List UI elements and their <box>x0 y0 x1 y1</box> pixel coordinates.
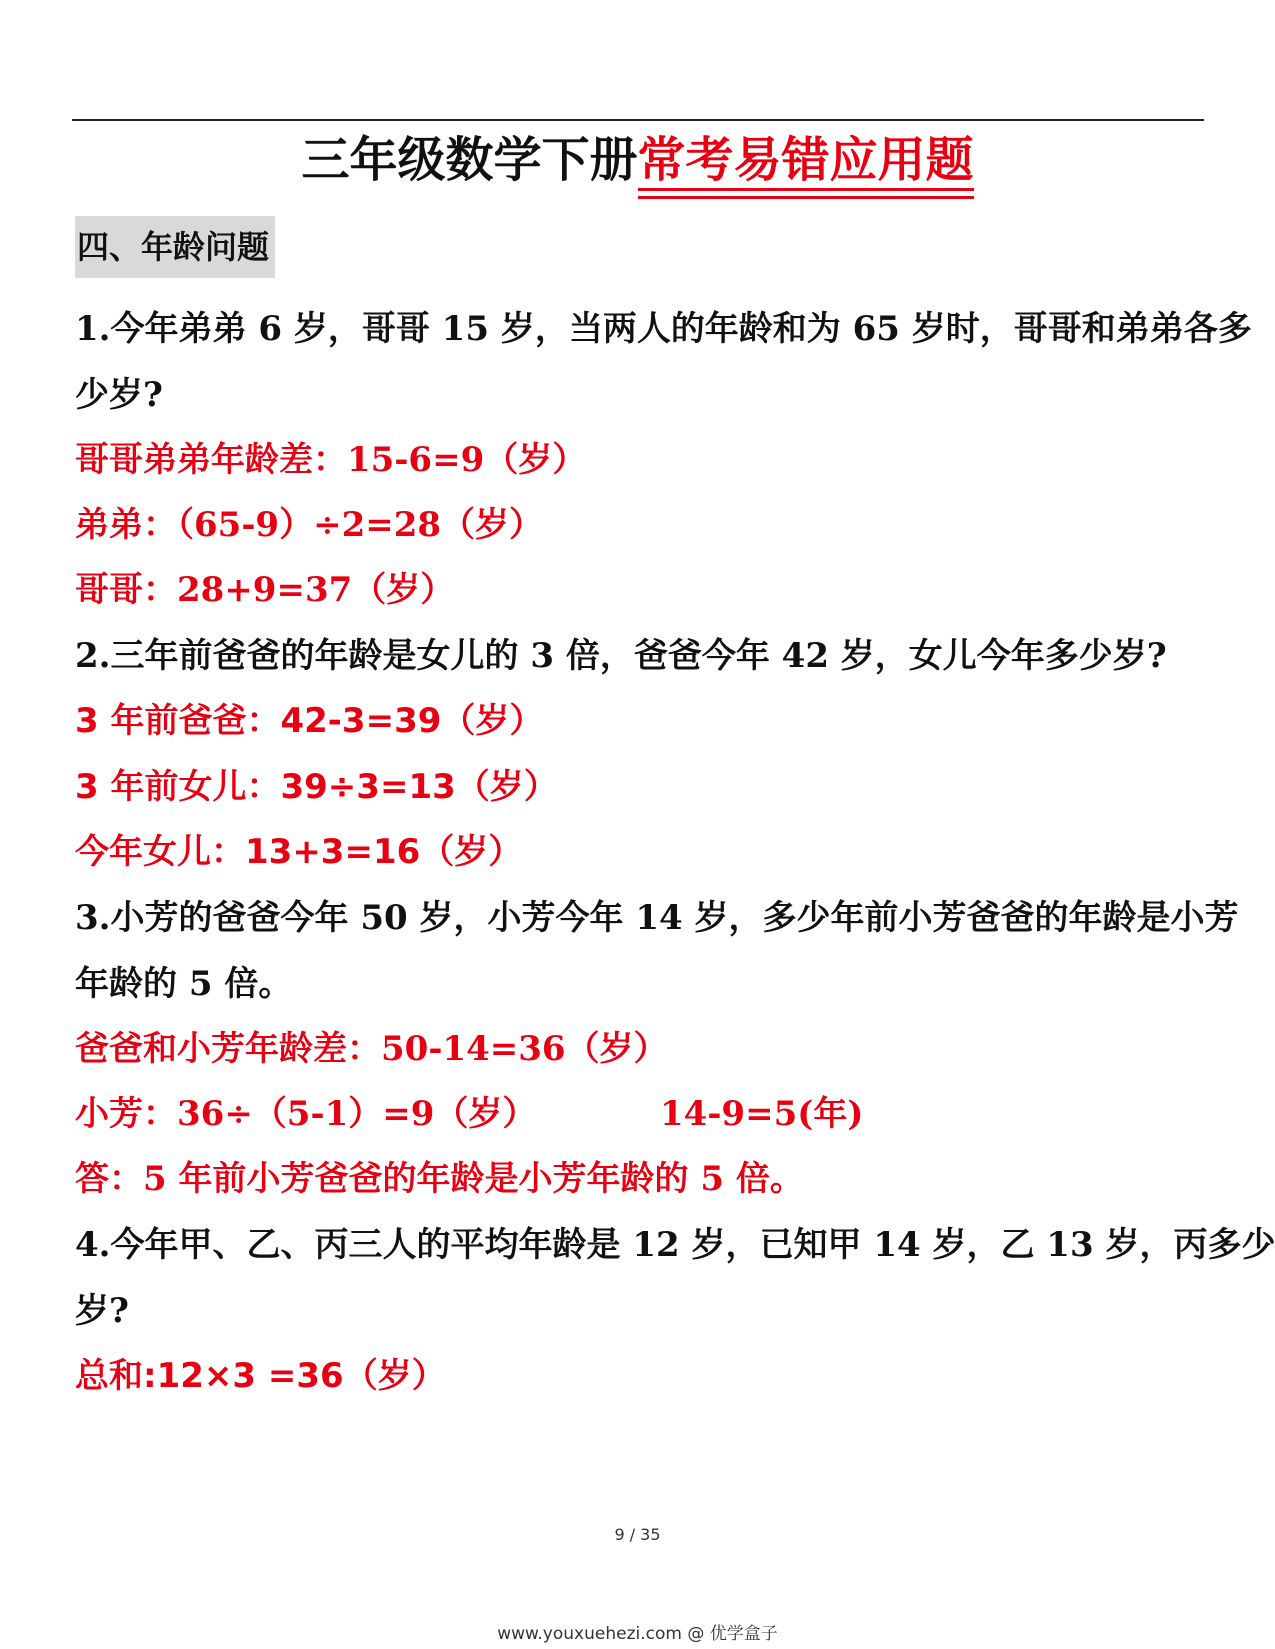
answer-3-line-3: 答：5 年前小芳爸爸的年龄是小芳年龄的 5 倍。 <box>75 1159 804 1199</box>
question-1-line-1: 1.今年弟弟 6 岁，哥哥 15 岁，当两人的年龄和为 65 岁时，哥哥和弟弟各多 <box>75 309 1252 349</box>
title-red-part: 常考易错应用题 <box>638 132 974 191</box>
top-rule <box>72 119 1204 121</box>
page-title <box>0 128 1275 192</box>
answer-2-line-1: 3 年前爸爸：42-3=39（岁） <box>75 701 544 741</box>
question-4-line-1: 4.今年甲、乙、丙三人的平均年龄是 12 岁，已知甲 14 岁，乙 13 岁，丙多少 <box>75 1225 1275 1265</box>
title-black-part: 三年级数学下册 <box>301 132 638 188</box>
section-heading: 四、年龄问题 <box>75 216 275 278</box>
question-3-line-1: 3.小芳的爸爸今年 50 岁，小芳今年 14 岁，多少年前小芳爸爸的年龄是小芳 <box>75 898 1239 938</box>
question-2-line-1: 2.三年前爸爸的年龄是女儿的 3 倍，爸爸今年 42 岁，女儿今年多少岁? <box>75 636 1167 676</box>
question-3-line-2: 年龄的 5 倍。 <box>75 964 293 1004</box>
answer-4-line-1: 总和:12×3 =36（岁） <box>75 1356 446 1396</box>
watermark: www.youxuehezi.com @ 优学盒子 <box>497 1624 778 1644</box>
answer-1-line-1: 哥哥弟弟年龄差：15-6=9（岁） <box>75 440 587 480</box>
answer-3-line-1: 爸爸和小芳年龄差：50-14=36（岁） <box>75 1029 668 1069</box>
answer-1-line-3: 哥哥：28+9=37（岁） <box>75 570 455 610</box>
question-1-line-2: 少岁? <box>75 375 163 415</box>
answer-2-line-2: 3 年前女儿：39÷3=13（岁） <box>75 767 558 807</box>
answer-1-line-2: 弟弟：（65-9）÷2=28（岁） <box>75 505 544 545</box>
answer-3-extra: 14-9=5(年) <box>660 1094 864 1134</box>
page-number: 9 / 35 <box>614 1525 661 1544</box>
answer-3-line-2: 小芳：36÷（5-1）=9（岁） <box>75 1094 537 1134</box>
answer-2-line-3: 今年女儿：13+3=16（岁） <box>75 832 523 872</box>
question-4-line-2: 岁? <box>75 1291 129 1331</box>
